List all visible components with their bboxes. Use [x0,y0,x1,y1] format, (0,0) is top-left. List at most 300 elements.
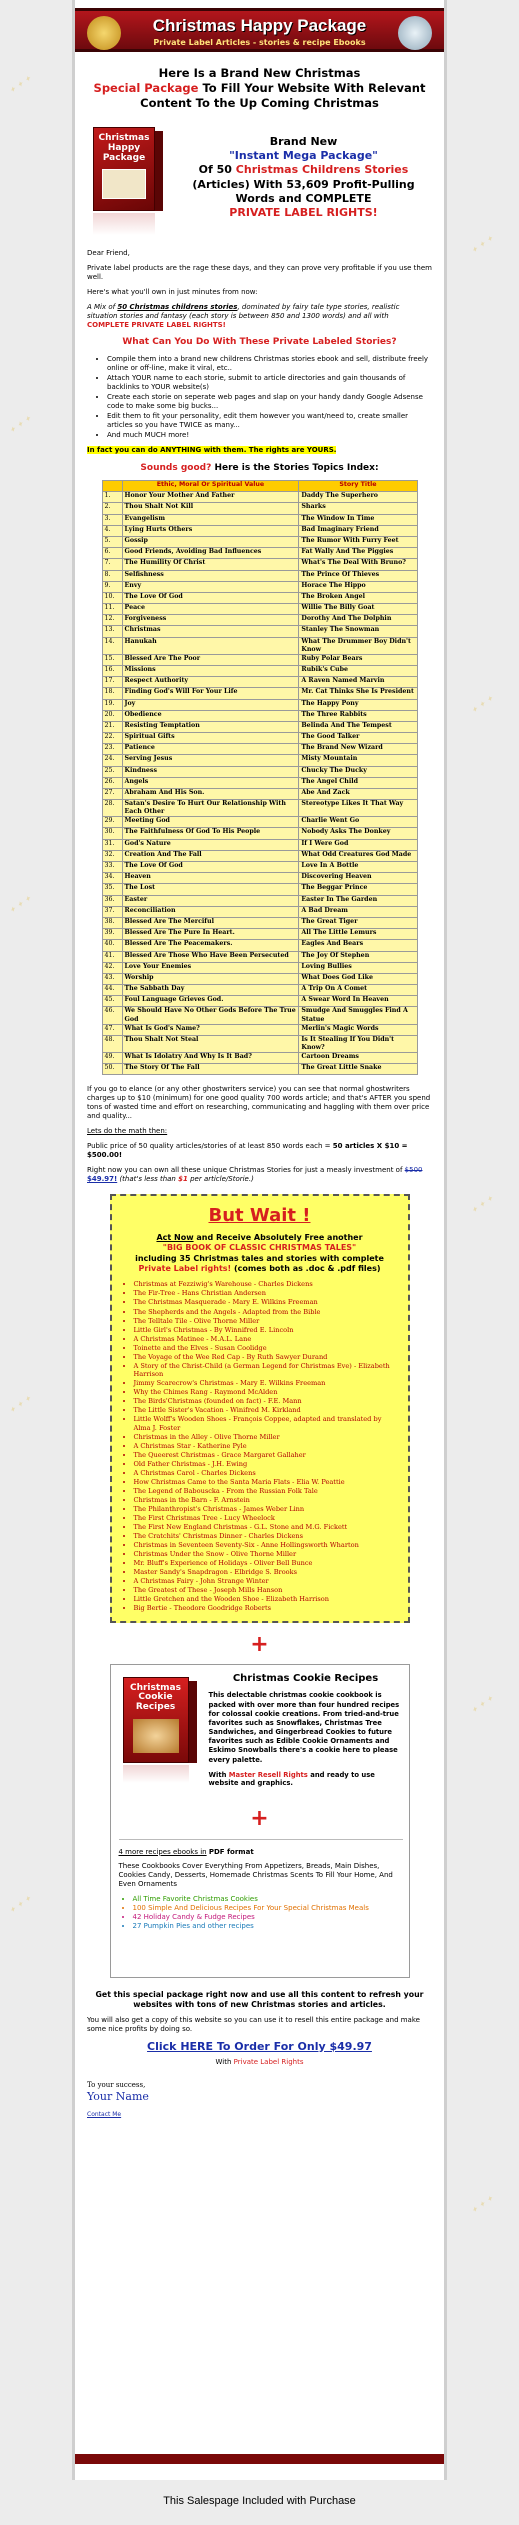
table-cell-title: The Three Rabbits [299,710,417,721]
cookie-desc: This delectable christmas cookie cookbook is packed with over more than four hundred recipes for colossal cookie creations. From tried-and-true favorites such as Snowflakes, Christmas Tree Sandwiches, and Gingerbread Cookies to future favorites such as Edible Cookie Ornaments and Eskimo Snowballs there's a cookie here to please every palette. [208,1691,400,1764]
product-box-title: Christmas Happy Package [98,132,150,163]
table-header: Ethic, Moral Or Spiritual Value [122,481,299,492]
table-cell-num: 11. [102,604,122,615]
bonus-line: (comes both as .doc & .pdf files) [234,1264,381,1274]
table-cell-title: Misty Mountain [299,755,417,766]
table-cell-num: 43. [102,973,122,984]
table-header: Story Title [299,481,417,492]
table-cell-num: 7. [102,559,122,570]
table-cell-value: Spiritual Gifts [122,733,299,744]
table-cell-title: Stanley The Snowman [299,626,417,637]
table-cell-title: A Trip On A Comet [299,985,417,996]
list-item: • The Philanthropist's Christmas - James Weber Linn [134,1505,398,1513]
text-fragment: Public price of 50 quality articles/stories of at least 850 words each = [87,1142,331,1150]
table-cell-num: 42. [102,962,122,973]
body-paragraph [87,1127,432,1136]
intro-block [87,121,432,249]
table-cell-title: Cartoon Dreams [299,1052,417,1063]
closing-headline: Get this special package right now and use all this content to refresh your websites with tons of new Christmas stories and articles. [95,1989,424,2009]
table-cell-value: Blessed Are The Poor [122,654,299,665]
table-cell-title: A Raven Named Marvin [299,677,417,688]
background-watermark: ✦ ✦ ✦ [7,1393,34,1416]
table-cell-value: Serving Jesus [122,755,299,766]
header-subtitle: Private Label Articles - stories & recipe Ebooks [153,38,366,47]
page-caption: This Salespage Included with Purchase [163,2495,356,2507]
table-row [102,548,417,559]
table-cell-num: 10. [102,592,122,603]
text-fragment: Master Resell Rights [228,1770,308,1779]
background-watermark: ✦ ✦ ✦ [469,693,496,716]
section-title: What Can You Do With These Private Labeled Stories? [122,337,397,348]
table-row [102,733,417,744]
table-cell-title: The Great Tiger [299,917,417,928]
table-cell-value: Resisting Temptation [122,721,299,732]
table-cell-value: Foul Language Grieves God. [122,996,299,1007]
list-item: • The Legend of Babouscka - From the Russian Folk Tale [134,1487,398,1495]
table-row [102,929,417,940]
table-cell-title: A Bad Dream [299,906,417,917]
table-cell-value: Meeting God [122,817,299,828]
table-cell-value: The Love Of God [122,592,299,603]
headline-highlight: Special Package [93,80,199,95]
cookie-box-reflection [123,1765,189,1783]
table-cell-title: Rubik's Cube [299,665,417,676]
closing-section [87,1990,432,2119]
plus-sign: + [250,1805,269,1831]
table-cell-value: Angels [122,777,299,788]
table-row [102,895,417,906]
bonus-title: But Wait ! [208,1204,311,1226]
table-cell-value: Envy [122,581,299,592]
table-row [102,492,417,503]
background-watermark: ✦ ✦ ✦ [7,1893,34,1916]
cookie-picture [133,1719,179,1753]
list-item: • 42 Holiday Candy & Fudge Recipes [133,1913,403,1922]
table-cell-title: Bad Imaginary Friend [299,525,417,536]
list-item: • The Voyage of the Wee Red Cap - By Ruth Sawyer Durand [134,1353,398,1361]
intro-highlight: Christmas Childrens Stories [235,163,409,177]
table-row [102,525,417,536]
table-cell-value: Easter [122,895,299,906]
topics-title-red: Sounds good? [140,462,212,473]
list-item: • Compile them into a brand new childrens Christmas stories ebook and sell, distribute freely online or off-line, make it viral, etc.. [107,355,432,373]
table-cell-value: Heaven [122,873,299,884]
table-cell-value: We Should Have No Other Gods Before The True God [122,1007,299,1024]
table-cell-title: Love In A Bottle [299,862,417,873]
table-cell-num: 31. [102,839,122,850]
table-cell-title: The Brand New Wizard [299,744,417,755]
table-row [102,536,417,547]
table-header-row [102,481,417,492]
text-fragment: 50 Christmas childrens stories [117,302,238,311]
text-fragment: , dominated by fairy tale type stories, realistic situation stories and fantasy (each story is between 850 and 1300 words) and all with [87,302,400,320]
cookie-title: Christmas Cookie Recipes [232,1672,379,1684]
table-cell-num: 21. [102,721,122,732]
list-item: • Old Father Christmas - J.H. Ewing [134,1460,398,1468]
table-cell-title: What Does God Like [299,973,417,984]
table-cell-title: What Odd Creatures God Made [299,850,417,861]
table-cell-title: The Rumor With Furry Feet [299,536,417,547]
cookie-box-image [119,1673,201,1785]
table-cell-value: God's Nature [122,839,299,850]
product-box-reflection [93,213,155,235]
table-cell-title: Mr. Cat Thinks She Is President [299,688,417,699]
text-fragment: per article/Storie.) [190,1174,254,1183]
text-fragment: A Mix of [87,302,116,311]
table-cell-title: The Joy Of Stephen [299,951,417,962]
list-item: • Why the Chimes Rang - Raymond McAlden [134,1388,398,1396]
table-cell-num: 14. [102,637,122,654]
table-row [102,862,417,873]
list-item: • A Christmas Fairy - John Strange Winter [134,1577,398,1585]
cookie-box-title: Christmas Cookie Recipes [129,1682,181,1713]
table-cell-num: 8. [102,570,122,581]
list-item: • Big Bertie - Theodore Goodridge Roberts [134,1604,398,1612]
table-cell-title: Smudge And Smuggles Find A Statue [299,1007,417,1024]
table-cell-num: 34. [102,873,122,884]
table-row [102,514,417,525]
table-row [102,721,417,732]
table-cell-num: 18. [102,688,122,699]
table-row [102,755,417,766]
table-cell-value: Hanukah [122,637,299,654]
table-row [102,581,417,592]
table-cell-value: Forgiveness [122,615,299,626]
intro-fragment: Of 50 [198,163,232,177]
list-item: • Mr. Bluff's Experience of Holidays - Oliver Bell Bunce [134,1559,398,1567]
product-box-image [87,121,167,243]
table-row [102,570,417,581]
table-cell-num: 2. [102,503,122,514]
table-row [102,906,417,917]
table-cell-value: Lying Hurts Others [122,525,299,536]
background-watermark: ✦ ✦ ✦ [469,1193,496,1216]
table-cell-value: Peace [122,604,299,615]
intro-line: "Instant Mega Package" [229,149,378,163]
table-row [102,985,417,996]
table-row [102,940,417,951]
act-now-label: Act Now [156,1232,194,1242]
table-cell-value: Thou Shalt Not Kill [122,503,299,514]
table-row [102,592,417,603]
table-cell-value: Reconciliation [122,906,299,917]
table-row [102,873,417,884]
background-watermark: ✦ ✦ ✦ [469,1693,496,1716]
table-cell-title: The Angel Child [299,777,417,788]
signature-name: Your Name [87,2089,149,2103]
list-item: • The Greatest of These - Joseph Mills Hanson [134,1586,398,1594]
table-cell-num: 13. [102,626,122,637]
text-fragment: PDF format [208,1847,254,1856]
table-cell-num: 6. [102,548,122,559]
list-item: • Christmas in the Barn - F. Arnstein [134,1496,398,1504]
table-cell-value: Selfishness [122,570,299,581]
table-cell-num: 46. [102,1007,122,1024]
table-row [102,839,417,850]
table-row [102,1052,417,1063]
background-watermark: ✦ ✦ ✦ [7,73,34,96]
table-cell-value: The Lost [122,884,299,895]
list-item: • Toinette and the Elves - Susan Coolidge [134,1344,398,1352]
main-content [87,66,432,2119]
text-fragment: COMPLETE PRIVATE LABEL RIGHTS! [87,320,226,329]
table-row [102,777,417,788]
table-cell-value: Abraham And His Son. [122,789,299,800]
table-row [102,637,417,654]
table-row [102,677,417,688]
benefits-list [107,355,432,440]
table-cell-title: Stereotype Likes It That Way [299,800,417,817]
table-cell-value: Thou Shalt Not Steal [122,1035,299,1052]
table-cell-title: Easter In The Garden [299,895,417,906]
table-cell-value: The Humility Of Christ [122,559,299,570]
list-item: • How Christmas Came to the Santa Maria Flats - Elia W. Peattie [134,1478,398,1486]
table-cell-value: Evangelism [122,514,299,525]
list-item: • Little Gretchen and the Wooden Shoe - Elizabeth Harrison [134,1595,398,1603]
table-cell-num: 49. [102,1052,122,1063]
table-cell-value: Missions [122,665,299,676]
table-row [102,917,417,928]
table-cell-value: What Is God's Name? [122,1024,299,1035]
table-cell-value: What Is Idolatry And Why Is It Bad? [122,1052,299,1063]
table-cell-value: Obedience [122,710,299,721]
table-cell-num: 15. [102,654,122,665]
list-item: • The Telltale Tile - Olive Thorne Miller [134,1317,398,1325]
table-cell-value: Joy [122,699,299,710]
greeting: Dear Friend, [87,248,130,257]
table-row [102,1024,417,1035]
table-row [102,766,417,777]
text-fragment: Private Label Rights [233,2057,304,2066]
table-cell-num: 25. [102,766,122,777]
table-cell-title: Ruby Polar Bears [299,654,417,665]
table-cell-num: 1. [102,492,122,503]
table-cell-title: What The Drummer Boy Didn't Know [299,637,417,654]
list-item: • The Birds'Christmas (founded on fact) - F.E. Mann [134,1397,398,1405]
table-row [102,951,417,962]
product-box-front [93,127,155,211]
header-title: Christmas Happy Package [152,16,367,35]
table-row [102,962,417,973]
list-item: • Master Sandy's Snapdragon - Elbridge S. Brooks [134,1568,398,1576]
text-fragment: With [215,2057,232,2066]
table-cell-value: Honor Your Mother And Father [122,492,299,503]
table-cell-title: The Good Talker [299,733,417,744]
table-cell-value: Gossip [122,536,299,547]
topics-title [87,463,432,475]
table-cell-num: 22. [102,733,122,744]
table-cell-title: Sharks [299,503,417,514]
body-paragraph: If you go to elance (or any other ghostwriters service) you can see that normal ghostwriters charges up to $10 (minimum) for one good quality 700 words article; and that's AFTER you spend tons of wasted time and effort on researching, communicating and haggling with them over price and quality... [87,1085,431,1121]
table-cell-value: Blessed Are The Peacemakers. [122,940,299,951]
cookie-box-front [123,1677,189,1763]
table-cell-value: Creation And The Fall [122,850,299,861]
text-fragment: 4 more recipes ebooks in [118,1847,207,1856]
order-link[interactable]: Click HERE To Order For Only $49.97 [147,2039,372,2053]
list-item: • The Cratchits' Christmas Dinner - Charles Dickens [134,1532,398,1540]
table-row [102,1035,417,1052]
intro-line: (Articles) With 53,609 Profit-Pulling Words and COMPLETE [192,177,415,205]
classic-tales-list [134,1280,398,1612]
table-cell-title: A Swear Word In Heaven [299,996,417,1007]
table-cell-num: 20. [102,710,122,721]
table-cell-value: Satan's Desire To Hurt Our Relationship With Each Other [122,800,299,817]
table-cell-num: 39. [102,929,122,940]
plus-sign: + [250,1632,269,1658]
table-cell-num: 40. [102,940,122,951]
more-recipes [119,1839,403,1932]
table-row [102,665,417,676]
cookie-box-side [189,1681,197,1763]
table-row [102,503,417,514]
list-item: • Little Wolff's Wooden Shoes - François Coppee, adapted and translated by Alma J. Foster [134,1415,398,1432]
contact-link[interactable]: Contact Me [87,2110,122,2118]
table-cell-title: Willie The Billy Goat [299,604,417,615]
background-watermark: ✦ ✦ ✦ [469,2193,496,2216]
list-item: • 27 Pumpkin Pies and other recipes [133,1922,403,1931]
table-cell-num: 4. [102,525,122,536]
table-cell-title: All The Little Lemurs [299,929,417,940]
bonus-box [110,1194,410,1624]
table-row [102,973,417,984]
table-cell-num: 38. [102,917,122,928]
table-cell-title: Chucky The Ducky [299,766,417,777]
list-item: • Attach YOUR name to each storie, submit to article directories and gain thousands of backlinks to YOUR website(s) [107,374,432,392]
table-cell-value: The Faithfulness Of God To His People [122,828,299,839]
table-cell-num: 12. [102,615,122,626]
text-fragment: (that's less than [119,1174,176,1183]
table-cell-value: Kindness [122,766,299,777]
table-cell-num: 35. [102,884,122,895]
table-cell-value: Blessed Are The Pure In Heart. [122,929,299,940]
table-row [102,850,417,861]
body-paragraph: Here's what you'll own in just minutes from now: [87,287,258,296]
table-cell-value: Good Friends, Avoiding Bad Influences [122,548,299,559]
table-cell-value: Worship [122,973,299,984]
list-item: • Jimmy Scarecrow's Christmas - Mary E. Wilkins Freeman [134,1379,398,1387]
list-item: • The Queerest Christmas - Grace Margaret Gallaher [134,1451,398,1459]
background-watermark: ✦ ✦ ✦ [7,413,34,436]
order-subline [87,2058,432,2067]
bonus-line: Private Label rights! [138,1264,232,1274]
table-cell-num: 5. [102,536,122,547]
table-cell-value: Love Your Enemies [122,962,299,973]
intro-text [175,121,432,221]
signature-line: To your success, [87,2080,146,2089]
table-cell-title: Abe And Zack [299,789,417,800]
header-banner [75,8,444,52]
table-cell-num: 29. [102,817,122,828]
list-item: • Edit them to fit your personality, edit them however you want/need to, create smaller articles so you have TWICE as many... [107,412,432,430]
text-fragment: $1 [178,1174,188,1183]
cookie-description [209,1673,403,1789]
table-cell-value: Blessed Are Those Who Have Been Persecuted [122,951,299,962]
text-fragment: and ready to use website and graphics. [208,1770,375,1788]
table-row [102,654,417,665]
table-cell-title: Eagles And Bears [299,940,417,951]
table-cell-num: 30. [102,828,122,839]
table-row [102,615,417,626]
body-paragraph [87,1142,432,1160]
table-cell-value: Respect Authority [122,677,299,688]
table-cell-num: 41. [102,951,122,962]
table-cell-num: 24. [102,755,122,766]
text-fragment: Right now you can own all these unique Christmas Stories for just a measly investment of [87,1165,403,1174]
list-item: • The Christmas Masquerade - Mary E. Wilkins Freeman [134,1298,398,1306]
list-item: • A Christmas Matinee - M.A.L. Lane [134,1335,398,1343]
table-cell-title: Nobody Asks The Donkey [299,828,417,839]
background-watermark: ✦ ✦ ✦ [7,893,34,916]
table-cell-value: The Story Of The Fall [122,1064,299,1075]
table-cell-title: The Beggar Prince [299,884,417,895]
table-cell-title: What's The Deal With Bruno? [299,559,417,570]
intro-line: Brand New [269,134,338,148]
cookie-rights [209,1771,403,1788]
cookie-bonus-box [110,1664,410,1978]
table-cell-num: 33. [102,862,122,873]
table-row [102,800,417,817]
recipe-books-list [133,1895,403,1931]
body-paragraph: You will also get a copy of this website so you can use it to resell this entire package and make some nice profits by doing so. [87,2015,420,2033]
table-cell-title: The Happy Pony [299,699,417,710]
table-cell-num: 9. [102,581,122,592]
new-price: $49.97! [87,1174,118,1183]
table-cell-value: Patience [122,744,299,755]
table-cell-num: 19. [102,699,122,710]
table-cell-title: Charlie Went Go [299,817,417,828]
table-cell-num: 32. [102,850,122,861]
table-row [102,996,417,1007]
table-row [102,559,417,570]
table-row [102,828,417,839]
body-paragraph [87,1166,432,1184]
divider [119,1839,403,1840]
topics-title-rest: Here is the Stories Topics Index: [214,462,379,473]
math-label: Lets do the math then: [87,1127,168,1136]
table-cell-num: 17. [102,677,122,688]
list-item: • The First New England Christmas - G.L. Stone and M.G. Fickett [134,1523,398,1531]
product-box-side [155,131,163,211]
table-row [102,699,417,710]
table-cell-title: Merlin's Magic Words [299,1024,417,1035]
list-item: • And much MUCH more! [107,431,432,440]
list-item: • A Christmas Carol - Charles Dickens [134,1469,398,1477]
body-paragraph: Private label products are the rage these days, and they can prove very profitable if you use them well. [87,263,432,281]
table-header-num [102,481,122,492]
table-cell-num: 45. [102,996,122,1007]
table-cell-title: Dorothy And The Dolphin [299,615,417,626]
table-row [102,626,417,637]
list-item: • The Little Sister's Vacation - Winifred M. Kirkland [134,1406,398,1414]
list-item: • All Time Favorite Christmas Cookies [133,1895,403,1904]
table-cell-title: The Prince Of Thieves [299,570,417,581]
bonus-line: including 35 Christmas tales and stories with complete [135,1253,384,1263]
table-row [102,1064,417,1075]
table-cell-title: The Broken Angel [299,592,417,603]
table-cell-num: 44. [102,985,122,996]
table-cell-title: The Great Little Snake [299,1064,417,1075]
list-item: • A Story of the Christ-Child (a German Legend for Christmas Eve) - Elizabeth Harrison [134,1362,398,1379]
list-item: • Christmas in the Alley - Olive Thorne Miller [134,1433,398,1441]
highlight-span: In fact you can do ANYTHING with them. The rights are YOURS. [87,445,337,454]
bonus-line: "BIG BOOK OF CLASSIC CHRISTMAS TALES" [162,1243,357,1253]
table-cell-num: 3. [102,514,122,525]
list-item: • Christmas in Seventeen Seventy-Six - Anne Hollingsworth Wharton [134,1541,398,1549]
text-fragment: With [208,1770,227,1779]
footer-bar [75,2454,444,2464]
table-cell-num: 48. [102,1035,122,1052]
table-cell-value: The Sabbath Day [122,985,299,996]
